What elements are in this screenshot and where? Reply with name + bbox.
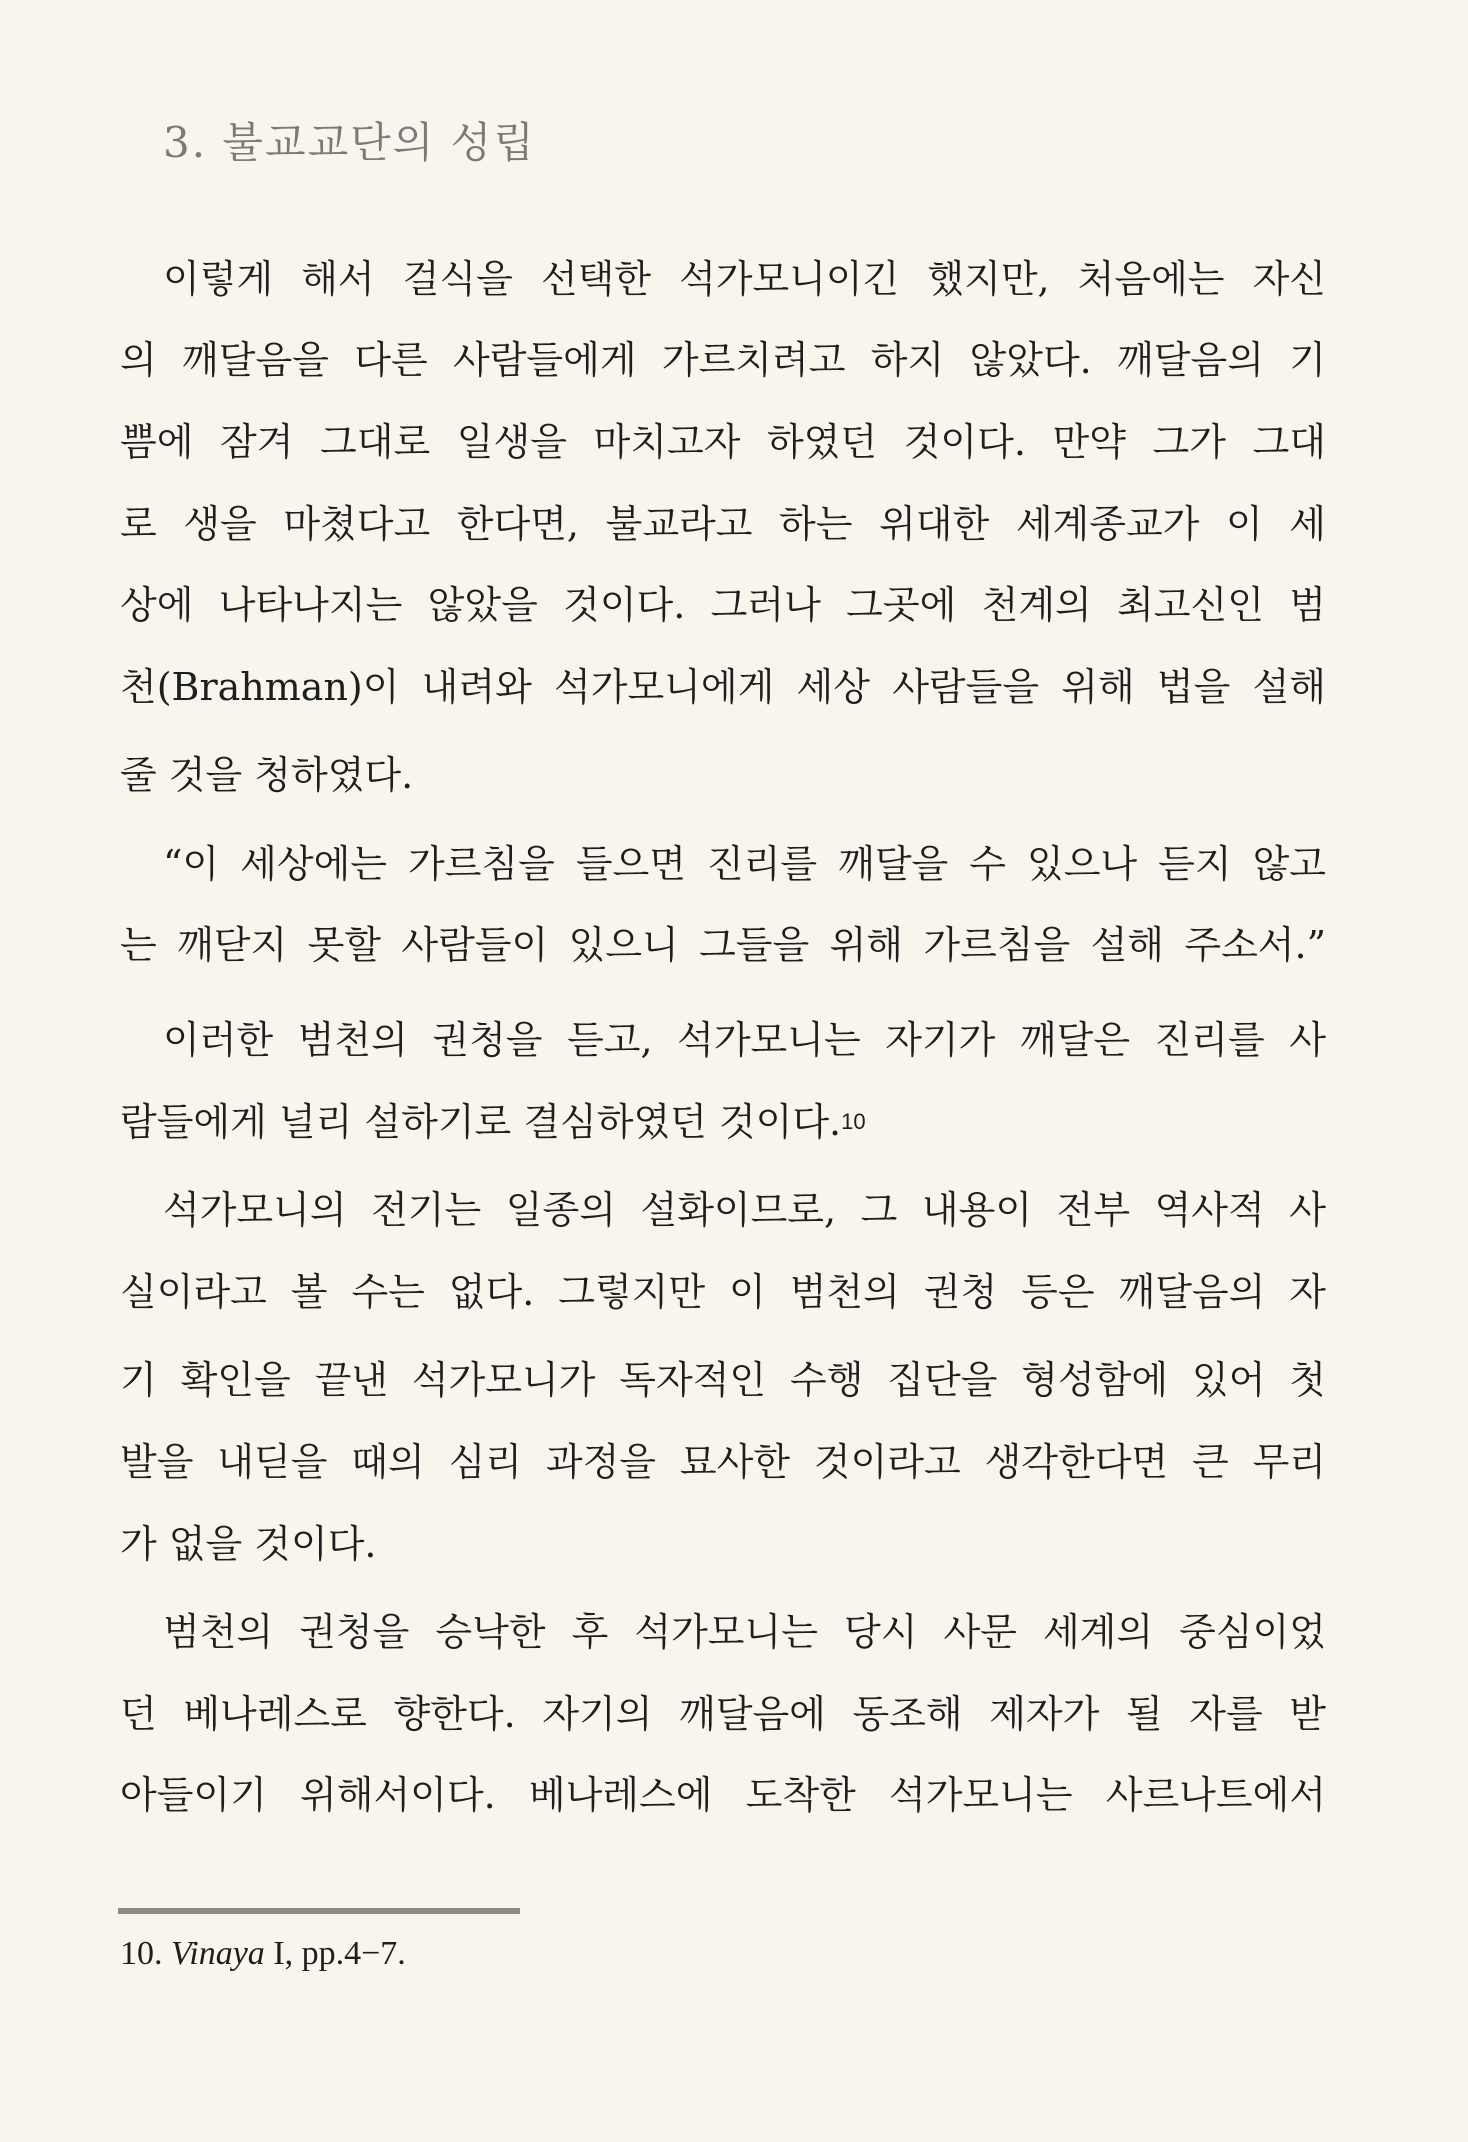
quote-line: “이 세상에는 가르침을 들으면 진리를 깨달을 수 있으나 듣지 않고 [163, 842, 1326, 886]
body-line: 가 없을 것이다. [120, 1522, 377, 1566]
body-line: 쁨에 잠겨 그대로 일생을 마치고자 하였던 것이다. 만약 그가 그대 [120, 420, 1326, 464]
footnote-number: 10. [120, 1935, 163, 1972]
body-line-text: 람들에게 널리 설하기로 결심하였던 것이다. [120, 1100, 842, 1144]
body-line: 로 생을 마쳤다고 한다면, 불교라고 하는 위대한 세계종교가 이 세 [120, 502, 1326, 546]
body-line: 범천의 권청을 승낙한 후 석가모니는 당시 사문 세계의 중심이었 [163, 1610, 1326, 1654]
section-heading: 3. 불교교단의 성립 [163, 118, 536, 167]
footnote-reference[interactable]: 10 [841, 1109, 866, 1134]
body-line: 석가모니의 전기는 일종의 설화이므로, 그 내용이 전부 역사적 사 [163, 1188, 1326, 1232]
body-line: 실이라고 볼 수는 없다. 그렇지만 이 범천의 권청 등은 깨달음의 자 [120, 1270, 1326, 1314]
body-line: 천(Brahman)이 내려와 석가모니에게 세상 사람들을 위해 법을 설해 [120, 665, 1326, 709]
footnote [120, 1932, 406, 1976]
body-line [120, 1097, 1326, 1147]
body-line: 상에 나타나지는 않았을 것이다. 그러나 그곳에 천계의 최고신인 범 [120, 583, 1326, 627]
body-line: 이러한 범천의 권청을 듣고, 석가모니는 자기가 깨달은 진리를 사 [163, 1018, 1326, 1062]
footnote-divider [118, 1908, 520, 1914]
body-line: 기 확인을 끝낸 석가모니가 독자적인 수행 집단을 형성함에 있어 첫 [120, 1358, 1326, 1402]
footnote-pages: I, pp.4−7. [273, 1935, 406, 1972]
footnote-title: Vinaya [171, 1935, 265, 1972]
body-line: 아들이기 위해서이다. 베나레스에 도착한 석가모니는 사르나트에서 [120, 1773, 1326, 1817]
body-line: 던 베나레스로 향한다. 자기의 깨달음에 동조해 제자가 될 자를 받 [120, 1692, 1326, 1736]
body-line: 발을 내딛을 때의 심리 과정을 묘사한 것이라고 생각한다면 큰 무리 [120, 1440, 1326, 1484]
body-line: 줄 것을 청하였다. [120, 753, 414, 797]
body-line: 의 깨달음을 다른 사람들에게 가르치려고 하지 않았다. 깨달음의 기 [120, 338, 1326, 382]
quote-line: 는 깨닫지 못할 사람들이 있으니 그들을 위해 가르침을 설해 주소서.” [120, 923, 1326, 967]
body-line: 이렇게 해서 걸식을 선택한 석가모니이긴 했지만, 처음에는 자신 [163, 257, 1326, 301]
